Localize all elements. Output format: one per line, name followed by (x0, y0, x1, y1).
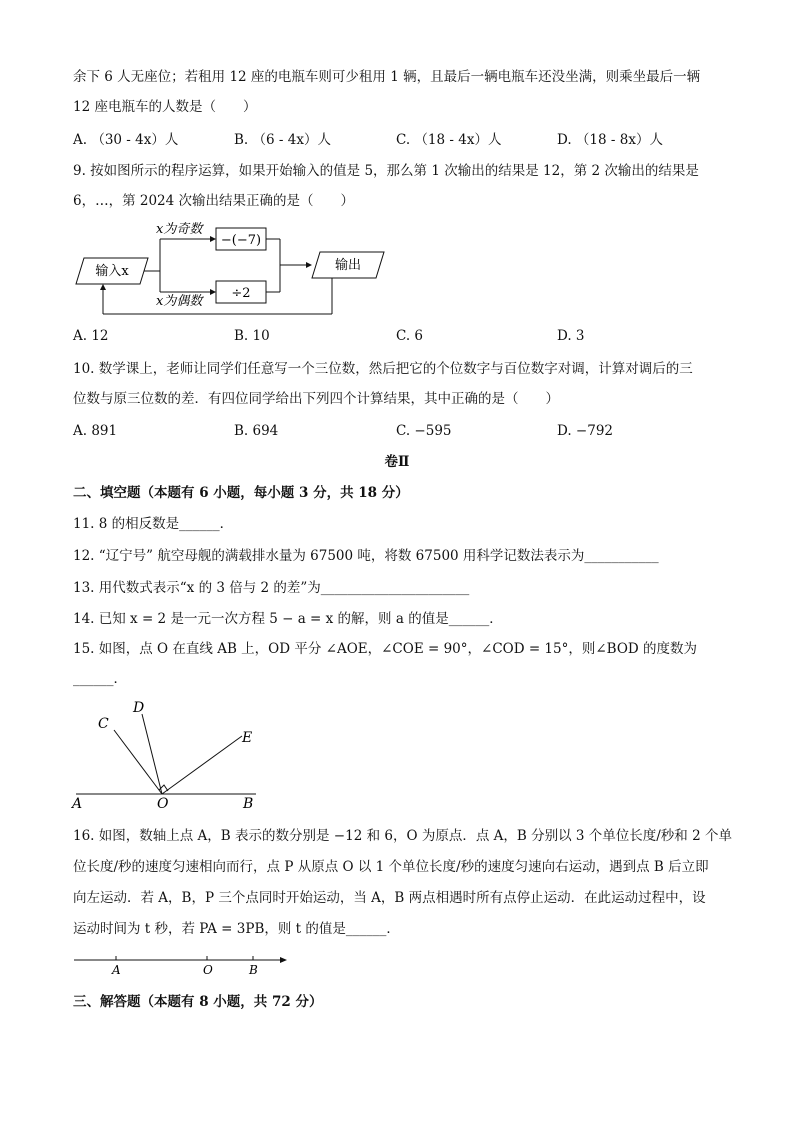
q10-option-c: C. −595 (396, 423, 452, 439)
q8-option-c: C. （18 - 4x）人 (396, 132, 502, 148)
q11-text: 11. 8 的相反数是______． (73, 516, 234, 532)
label-d: D (133, 700, 145, 716)
q15-angle-figure (70, 696, 270, 812)
label-c: C (98, 716, 109, 732)
q16-line4: 运动时间为 t 秒，若 PA = 3PB，则 t 的值是______． (73, 921, 400, 937)
q10-option-d: D. −792 (557, 423, 614, 439)
q9-option-b: B. 10 (234, 328, 270, 344)
section3-title: 三、解答题（本题有 8 小题，共 72 分） (73, 994, 323, 1010)
ray-od (142, 714, 162, 794)
q10-line2: 位数与原三位数的差．有四位同学给出下列四个计算结果，其中正确的是（ ） (73, 391, 559, 407)
point-a-label: A (112, 963, 121, 977)
q15-line2: ______． (73, 671, 127, 687)
q16-line2: 位长度/秒的速度匀速相向而行，点 P 从原点 O 以 1 个单位长度/秒的速度匀速向右运动，遇到点 B 后立即 (73, 859, 709, 875)
ray-oe (162, 736, 242, 794)
label-o: O (157, 796, 169, 812)
axis-arrow (280, 957, 287, 963)
q10-option-b: B. 694 (234, 423, 279, 439)
q15-line1: 15. 如图，点 O 在直线 AB 上，OD 平分 ∠AOE，∠COE = 90°，∠COD = 15°，则∠BOD 的度数为 (73, 641, 698, 657)
q9-option-a: A. 12 (73, 328, 109, 344)
label-b: B (243, 796, 254, 812)
q13-text: 13. 用代数式表示“x 的 3 倍与 2 的差”为______________________ (73, 580, 470, 596)
q10-option-a: A. 891 (73, 423, 118, 439)
section2-title: 二、填空题（本题有 6 小题，每小题 3 分，共 18 分） (73, 485, 409, 501)
point-o-label: O (203, 963, 213, 977)
q9-option-d: D. 3 (557, 328, 585, 344)
q12-text: 12. “辽宁号” 航空母舰的满载排水量为 67500 吨，将数 67500 用科学记数法表示为___________ (73, 548, 659, 564)
q16-number-line (70, 950, 300, 980)
volume2-title: 卷Ⅱ (384, 454, 410, 470)
q9-option-c: C. 6 (396, 328, 424, 344)
odd-op-label: −(−7) (220, 233, 262, 248)
q14-text: 14. 已知 x = 2 是一元一次方程 5 − a = x 的解，则 a 的值是______． (73, 611, 503, 627)
odd-label: x为奇数 (156, 222, 203, 237)
q8-line2: 12 座电瓶车的人数是（ ） (73, 99, 257, 115)
q8-option-d: D. （18 - 8x）人 (557, 132, 663, 148)
q16-line1: 16. 如图，数轴上点 A，B 表示的数分别是 −12 和 6，O 为原点．点 A，B 分别以 3 个单位长度/秒和 2 个单 (73, 828, 732, 844)
q9-line2: 6，…，第 2024 次输出结果正确的是（ ） (73, 193, 355, 209)
q16-line3: 向左运动．若 A，B，P 三个点同时开始运动，当 A，B 两点相遇时所有点停止运动．在此运动过程中，设 (73, 890, 706, 906)
q9-line1: 9. 按如图所示的程序运算，如果开始输入的值是 5，那么第 1 次输出的结果是 12，第 2 次输出的结果是 (73, 163, 699, 179)
input-label: 输入x (95, 264, 129, 279)
even-label: x为偶数 (156, 294, 203, 309)
q9-flowchart (70, 218, 390, 318)
q10-line1: 10. 数学课上，老师让同学们任意写一个三位数，然后把它的个位数字与百位数字对调，计算对调后的三 (73, 361, 693, 377)
label-a: A (72, 796, 83, 812)
point-b-label: B (249, 963, 258, 977)
output-label: 输出 (334, 258, 362, 273)
q8-option-a: A. （30 - 4x）人 (73, 132, 179, 148)
even-op-label: ÷2 (231, 286, 251, 301)
q8-option-b: B. （6 - 4x）人 (234, 132, 331, 148)
label-e: E (242, 730, 253, 746)
q8-line1: 余下 6 人无座位；若租用 12 座的电瓶车则可少租用 1 辆，且最后一辆电瓶车还没坐满，则乘坐最后一辆 (73, 69, 701, 85)
ray-oc (114, 730, 162, 794)
